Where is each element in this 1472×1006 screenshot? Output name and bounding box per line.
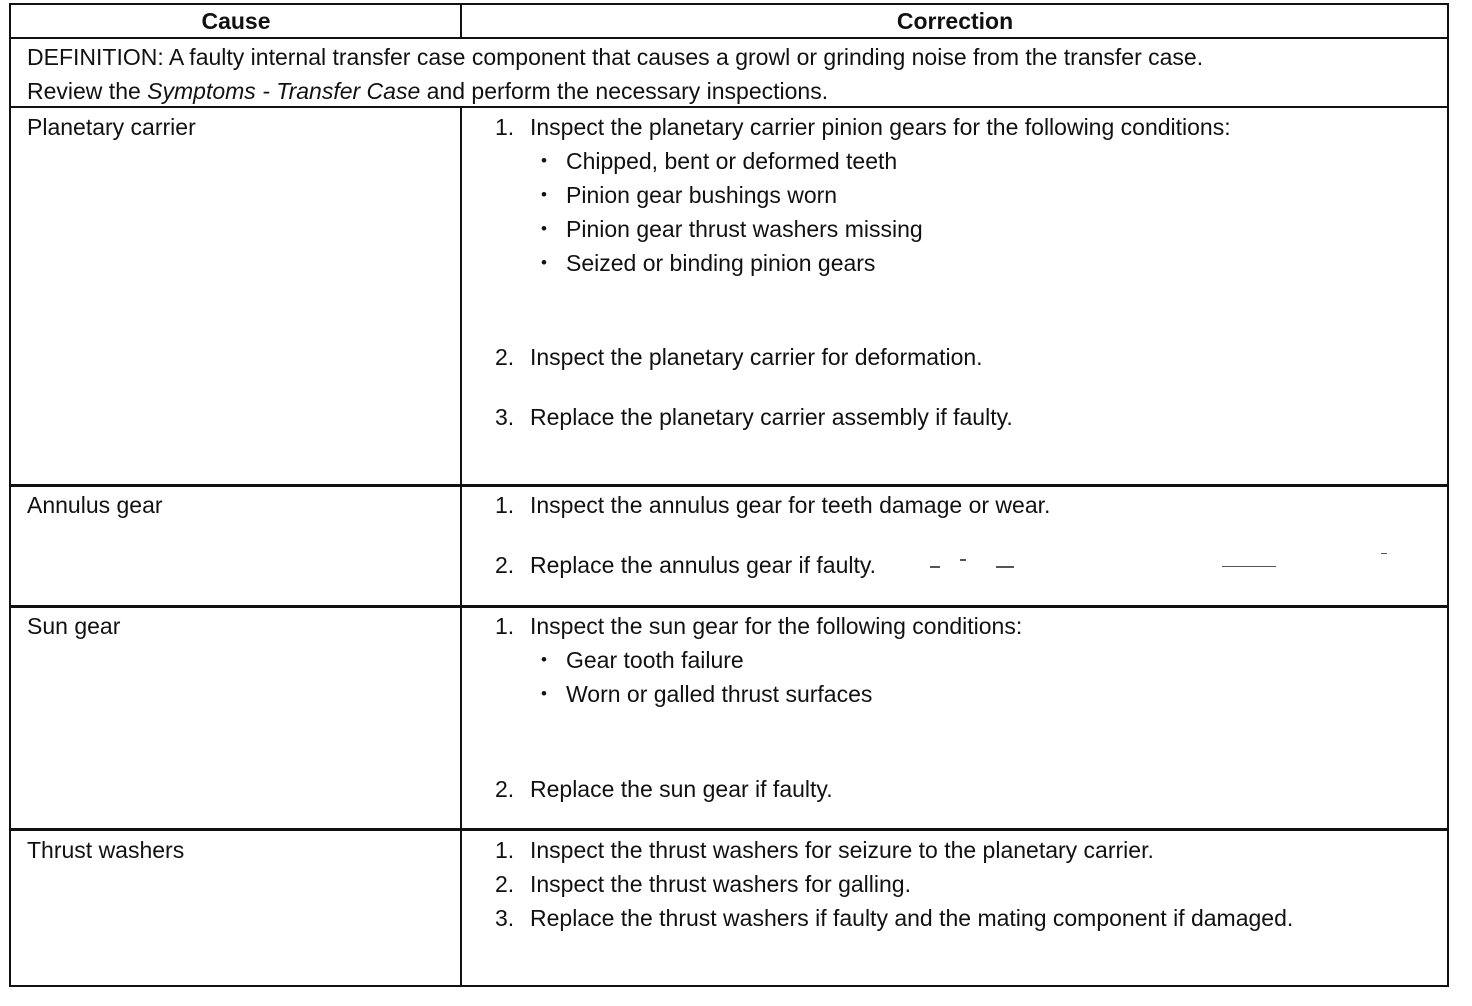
bullet-item: • Worn or galled thrust surfaces xyxy=(541,677,872,711)
row-divider-1 xyxy=(9,484,1449,487)
step-item: 2. Inspect the planetary carrier for deformation. xyxy=(495,344,983,370)
bullet-icon: • xyxy=(541,684,547,703)
bullet-item: • Pinion gear thrust washers missing xyxy=(541,212,923,246)
bullet-icon: • xyxy=(541,185,547,204)
definition-line-1: DEFINITION: A faulty internal transfer case component that causes a growl or grinding noise from the transfer case. xyxy=(27,44,1204,70)
header-correction: Correction xyxy=(896,8,1014,34)
step-item: 2. Replace the annulus gear if faulty. xyxy=(495,552,877,578)
scan-artifact xyxy=(1381,553,1387,554)
definition-line-2: Review the Symptoms - Transfer Case and perform the necessary inspections. xyxy=(27,78,829,104)
scan-artifact xyxy=(1222,566,1276,567)
cause-thrust-washers: Thrust washers xyxy=(27,837,185,863)
step-item: 1. Inspect the thrust washers for seizure to the planetary carrier. xyxy=(495,837,1154,863)
cause-sun-gear: Sun gear xyxy=(27,613,121,639)
step-item: 3. Replace the planetary carrier assembly if faulty. xyxy=(495,404,1013,430)
step-item: 1. Inspect the planetary carrier pinion gears for the following conditions: xyxy=(495,114,1231,140)
step-item: 2. Inspect the thrust washers for galling. xyxy=(495,871,911,897)
symptoms-reference: Symptoms - Transfer Case xyxy=(147,78,421,104)
scan-artifact xyxy=(996,566,1014,568)
step-item: 3. Replace the thrust washers if faulty and the mating component if damaged. xyxy=(495,905,1294,931)
bullet-item: • Gear tooth failure xyxy=(541,643,744,677)
bullet-icon: • xyxy=(541,219,547,238)
bullet-icon: • xyxy=(541,650,547,669)
step-item: 1. Inspect the annulus gear for teeth damage or wear. xyxy=(495,492,1051,518)
row-divider-2 xyxy=(9,605,1449,608)
bullet-item: • Chipped, bent or deformed teeth xyxy=(541,144,897,178)
bullet-icon: • xyxy=(541,253,547,272)
body-column-divider xyxy=(460,107,462,986)
row-divider-3 xyxy=(9,828,1449,831)
bullet-item: • Seized or binding pinion gears xyxy=(541,246,875,280)
scan-artifact xyxy=(960,559,966,561)
bullet-item: • Pinion gear bushings worn xyxy=(541,178,837,212)
header-cause: Cause xyxy=(201,8,271,34)
cause-annulus-gear: Annulus gear xyxy=(27,492,163,518)
step-item: 1. Inspect the sun gear for the following conditions: xyxy=(495,613,1023,639)
step-item: 2. Replace the sun gear if faulty. xyxy=(495,776,833,802)
bullet-icon: • xyxy=(541,151,547,170)
scan-artifact xyxy=(930,566,940,568)
cause-planetary-carrier: Planetary carrier xyxy=(27,114,196,140)
